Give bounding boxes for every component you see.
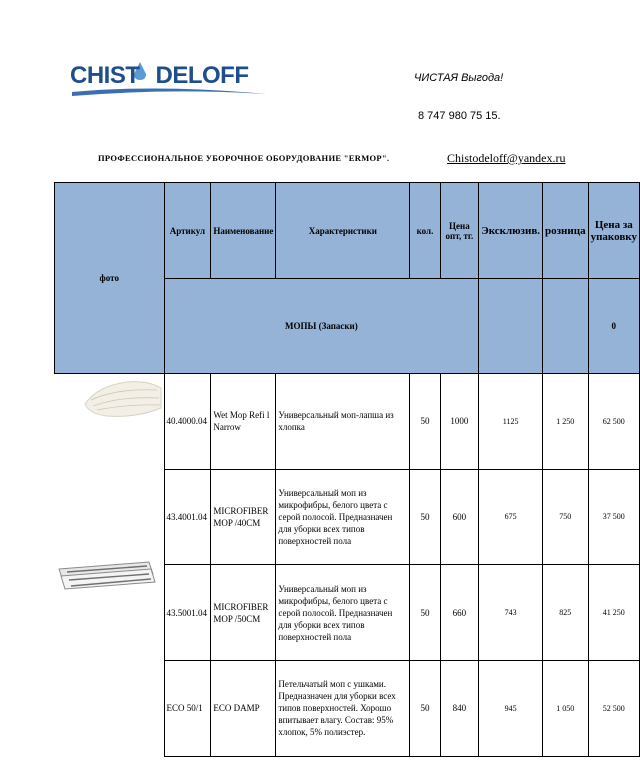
logo-text-right: DELOFF [155, 62, 249, 89]
row-article: 43.4001.04 [164, 469, 211, 565]
row-pack: 41 250 [588, 565, 639, 661]
section-total: 0 [588, 279, 639, 374]
mop-photos [57, 374, 162, 754]
row-retail: 825 [543, 565, 589, 661]
col-exclusive: Эксклюзив. [479, 183, 543, 279]
row-exclusive: 743 [479, 565, 543, 661]
company-logo [70, 58, 270, 100]
row-pack: 62 500 [588, 374, 639, 470]
row-retail: 750 [543, 469, 589, 565]
row-qty: 50 [410, 565, 440, 661]
col-retail: розница [543, 183, 589, 279]
row-exclusive: 1125 [479, 374, 543, 470]
cotton-mop-image [85, 382, 161, 417]
row-qty: 50 [410, 660, 440, 756]
row-exclusive: 675 [479, 469, 543, 565]
phone-number: 8 747 980 75 15. [418, 110, 501, 122]
email-link[interactable]: Chistodeloff@yandex.ru [447, 151, 566, 165]
row-specs: Петельчатый моп с ушками. Предназначен для уборки всех типов поверхностей. Хорошо впитывает влагу. Состав: 95% хлопок, 5% полиэстер. [276, 660, 410, 756]
section-title: МОПЫ (Запаски) [164, 279, 479, 374]
row-price: 600 [440, 469, 479, 565]
col-price-pack: Цена за упаковку [588, 183, 639, 279]
row-article: 43.5001.04 [164, 565, 211, 661]
row-qty: 50 [410, 469, 440, 565]
row-pack: 37 500 [588, 469, 639, 565]
row-retail: 1 250 [543, 374, 589, 470]
row-price: 1000 [440, 374, 479, 470]
col-price-wholesale: Цена опт, тг. [440, 183, 479, 279]
col-article: Артикул [164, 183, 211, 279]
row-name: ECO DAMP [211, 660, 276, 756]
row-retail: 1 050 [543, 660, 589, 756]
logo-text-left: CHIST [70, 62, 140, 89]
row-article: ECO 50/1 [164, 660, 211, 756]
row-article: 40.4000.04 [164, 374, 211, 470]
table-row [55, 374, 640, 470]
slogan: ЧИСТАЯ Выгода! [414, 72, 504, 84]
row-qty: 50 [410, 374, 440, 470]
microfiber-mop-image [59, 562, 155, 589]
row-specs: Универсальный моп из микрофибры, белого цвета с серой полосой. Предназначен для уборки всех типов поверхностей пола [276, 565, 410, 661]
row-name: MICROFIBER MOP /50CM [211, 565, 276, 661]
row-pack: 52 500 [588, 660, 639, 756]
price-table [54, 182, 640, 757]
row-price: 660 [440, 565, 479, 661]
col-photo: фото [55, 183, 165, 374]
col-qty: кол. [410, 183, 440, 279]
row-name: MICROFIBER MOP /40CM [211, 469, 276, 565]
row-specs: Универсальный моп-лапша из хлопка [276, 374, 410, 470]
document-title: ПРОФЕССИОНАЛЬНОЕ УБОРОЧНОЕ ОБОРУДОВАНИЕ "ERMOP". [98, 153, 390, 163]
col-name: Наименование [211, 183, 276, 279]
photo-cell [55, 374, 165, 757]
col-specs: Характеристики [276, 183, 410, 279]
row-price: 840 [440, 660, 479, 756]
row-exclusive: 945 [479, 660, 543, 756]
row-specs: Универсальный моп из микрофибры, белого цвета с серой полосой. Предназначен для уборки всех типов поверхностей пола [276, 469, 410, 565]
row-name: Wet Mop Refi l Narrow [211, 374, 276, 470]
